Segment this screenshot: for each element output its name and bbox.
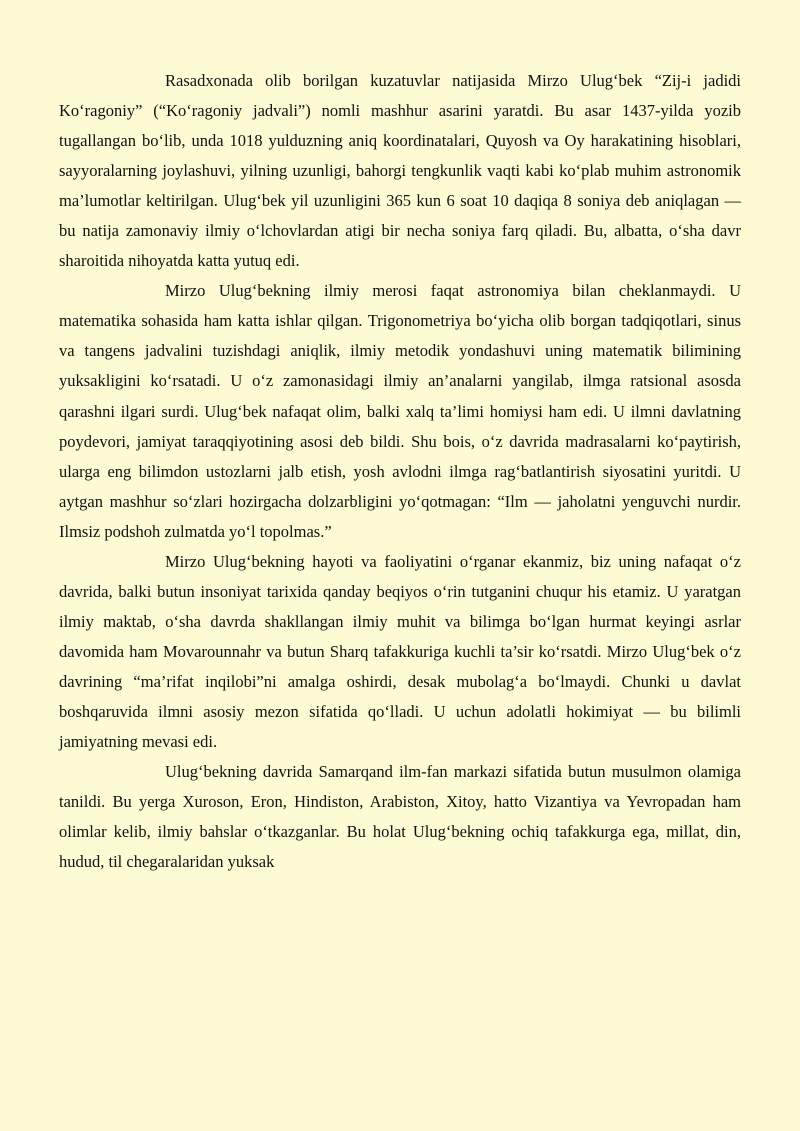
paragraph-observatory-zij: Rasadxonada olib borilgan kuzatuvlar natijasida Mirzo Ulug‘bek “Zij-i jadidi Ko‘ragoniy” (“Ko‘ragoniy jadvali”) nomli mashhur asarini yaratdi. Bu asar 1437-yilda yozib tugallangan bo‘lib, unda 1018 yulduzning aniq koordinatalari, Quyosh va Oy harakatining hisoblari, sayyoralarning joylashuvi, yilning uzunligi, bahorgi tengkunlik vaqti kabi ko‘plab muhim astronomik ma’lumotlar keltirilgan. Ulug‘bek yil uzunligini 365 kun 6 soat 10 daqiqa 8 soniya deb aniqlagan — bu natija zamonaviy ilmiy o‘lchovlardan atigi bir necha soniya farq qiladi. Bu, albatta, o‘sha davr sharoitida nihoyatda katta yutuq edi. [59,71,741,271]
paragraph-samarkand-science-center: Ulug‘bekning davrida Samarqand ilm-fan markazi sifatida butun musulmon olamiga tanildi. Bu yerga Xuroson, Eron, Hindiston, Arabiston, Xitoy, hatto Vizantiya va Yevropadan ham olimlar kelib, ilmiy bahslar o‘tkazganlar. Bu holat Ulug‘bekning ochiq tafakkurga ega, millat, din, hudud, til chegaralaridan yuksak [59,762,741,872]
paragraph-scientific-legacy: Mirzo Ulug‘bekning ilmiy merosi faqat astronomiya bilan cheklanmaydi. U matematika sohasida ham katta ishlar qilgan. Trigonometriya bo‘yicha olib borgan tadqiqotlari, sinus va tangens jadvalini tuzishdagi aniqlik, ilmiy metodik yondashuvi uning matematik bilimining yuksakligini ko‘rsatadi. U o‘z zamonasidagi ilmiy an’analarni yangilab, ilmga ratsional asosda qarashni ilgari surdi. Ulug‘bek nafaqat olim, balki xalq ta’limi homiysi ham edi. U ilmni davlatning poydevori, jamiyat taraqqiyotining asosi deb bildi. Shu bois, o‘z davrida madrasalarni ko‘paytirish, ularga eng bilimdon ustozlarni jalb etish, yosh avlodni ilmga rag‘batlantirish siyosatini yuritdi. U aytgan mashhur so‘zlari hozirgacha dolzarbligini yo‘qotmagan: “Ilm — jaholatni yenguvchi nurdir. Ilmsiz podshoh zulmatda yo‘l topolmas.” [59,281,741,541]
paragraph-life-and-activity: Mirzo Ulug‘bekning hayoti va faoliyatini o‘rganar ekanmiz, biz uning nafaqat o‘z davrida, balki butun insoniyat tarixida qanday beqiyos o‘rin tutganini chuqur his etamiz. U yaratgan ilmiy maktab, o‘sha davrda shakllangan ilmiy muhit va bilimga bo‘lgan hurmat keyingi asrlar davomida ham Movarounnahr va butun Sharq tafakkuriga kuchli ta’sir ko‘rsatdi. Mirzo Ulug‘bek o‘z davrining “ma’rifat inqilobi”ni amalga oshirdi, desak mubolag‘a bo‘lmaydi. Chunki u davlat boshqaruvida ilmni asosiy mezon sifatida qo‘lladi. U uchun adolatli hokimiyat — bu bilimli jamiyatning mevasi edi. [59,551,741,752]
document-page [59,66,741,877]
